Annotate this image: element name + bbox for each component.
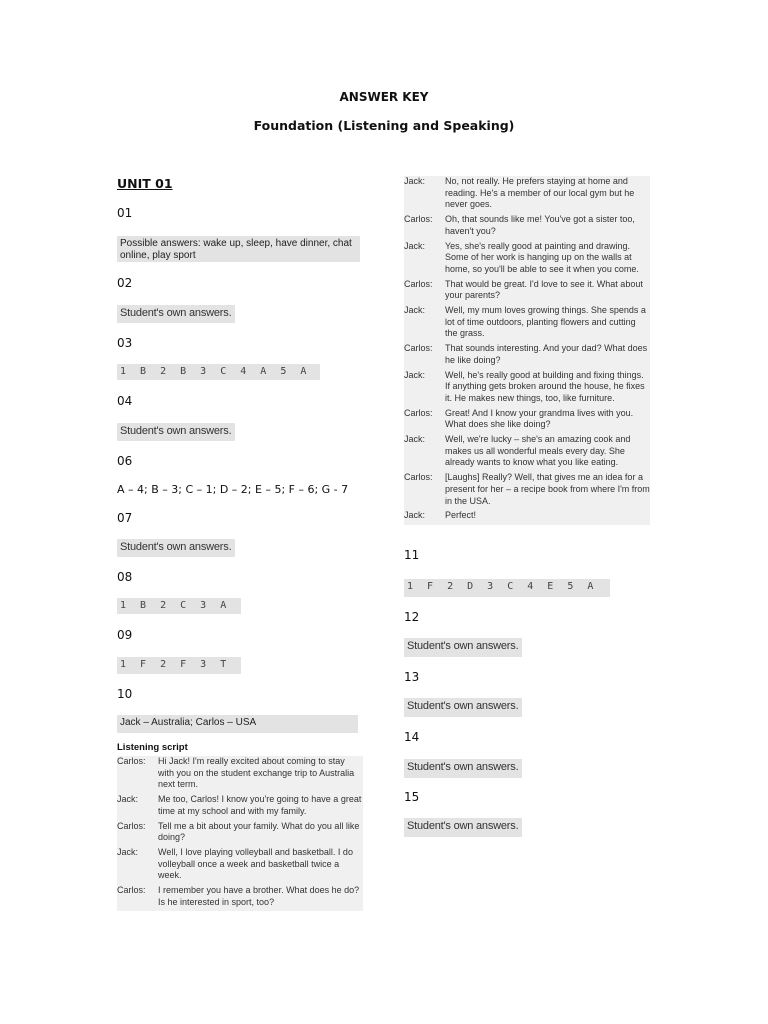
- script-line: [404, 370, 650, 405]
- script-speaker: Jack:: [404, 176, 426, 186]
- exercise-04-number: 04: [117, 394, 133, 408]
- exercise-07-answer: Student's own answers.: [117, 539, 235, 557]
- exercise-11-number: 11: [404, 548, 420, 562]
- exercise-13-answer: Student's own answers.: [404, 698, 522, 717]
- script-line: [404, 214, 650, 237]
- exercise-07-number: 07: [117, 511, 133, 525]
- exercise-01-answer: Possible answers: wake up, sleep, have dinner, chat online, play sport: [117, 236, 360, 262]
- exercise-06-number: 06: [117, 454, 133, 468]
- unit-heading: UNIT 01: [117, 176, 173, 191]
- script-text: Oh, that sounds like me! You've got a sister too, haven't you?: [445, 214, 635, 236]
- script-speaker: Jack:: [404, 510, 426, 521]
- exercise-11-answer: 1 F 2 D 3 C 4 E 5 A: [404, 579, 610, 597]
- exercise-02-answer: Student's own answers.: [117, 305, 235, 323]
- exercise-12-number: 12: [404, 610, 420, 624]
- script-text: Tell me a bit about your family. What do you all like doing?: [158, 820, 360, 843]
- script-line: [117, 756, 363, 791]
- script-text: That would be great. I'd love to see it. What about your parents?: [445, 278, 643, 301]
- script-line: [404, 408, 650, 431]
- script-speaker: Jack:: [117, 846, 139, 857]
- script-text: Well, he's really good at building and fixing things. If anything gets broken around the house, he fixes it. He makes new things, too, like furniture.: [445, 369, 645, 403]
- script-speaker: Carlos:: [404, 343, 433, 354]
- script-text: Well, we're lucky – she's an amazing cook and makes us all wonderful meals every day. She already wants to know what you like eating.: [445, 434, 631, 468]
- script-text: Perfect!: [445, 510, 477, 521]
- exercise-03-number: 03: [117, 336, 133, 350]
- script-speaker: Carlos:: [404, 214, 433, 225]
- page-title: ANSWER KEY: [339, 90, 429, 104]
- script-text: Yes, she's really good at painting and drawing. Some of her work is hanging up on the walls at home, so you'll be able to see it when you come.: [445, 240, 639, 274]
- script-line: [404, 241, 650, 276]
- script-speaker: Carlos:: [404, 278, 433, 289]
- exercise-14-answer: Student's own answers.: [404, 759, 522, 778]
- script-text: No, not really. He prefers staying at home and reading. He's a member of our local gym but he never goes.: [445, 176, 635, 210]
- script-speaker: Jack:: [117, 794, 139, 805]
- script-text: I remember you have a brother. What does he do? Is he interested in sport, too?: [158, 885, 360, 907]
- script-text: [Laughs] Really? Well, that gives me an idea for a present for her – a recipe book from where I'm from in the USA.: [445, 472, 650, 506]
- exercise-08-number: 08: [117, 570, 133, 584]
- script-line: [117, 794, 363, 817]
- exercise-06-answer: A – 4; B – 3; C – 1; D – 2; E – 5; F – 6; G - 7: [117, 483, 349, 496]
- script-line: [117, 821, 363, 844]
- exercise-03-answer: 1 B 2 B 3 C 4 A 5 A: [117, 364, 320, 380]
- exercise-01-number: 01: [117, 206, 133, 220]
- exercise-14-number: 14: [404, 730, 420, 744]
- script-text: Well, I love playing volleyball and basketball. I do volleyball once a week and basketball twice a week.: [158, 846, 353, 881]
- exercise-13-number: 13: [404, 670, 420, 684]
- script-line: [404, 343, 650, 366]
- script-line: [404, 305, 650, 340]
- script-text: That sounds interesting. And your dad? What does he like doing?: [445, 343, 648, 365]
- script-line: [404, 279, 650, 302]
- script-text: Me too, Carlos! I know you're going to have a great time at my school and with my family.: [158, 794, 362, 816]
- script-line: [117, 885, 363, 908]
- exercise-12-answer: Student's own answers.: [404, 638, 522, 657]
- script-text: Well, my mum loves growing things. She spends a lot of time outdoors, planting flowers and cutting the grass.: [445, 305, 646, 339]
- exercise-10-answer: Jack – Australia; Carlos – USA: [117, 715, 358, 733]
- script-speaker: Jack:: [404, 434, 426, 445]
- script-speaker: Jack:: [404, 240, 426, 251]
- script-line: [404, 510, 650, 522]
- script-text: Hi Jack! I'm really excited about coming to stay with you on the student exchange trip to Australia next term.: [158, 756, 355, 790]
- script-text: Great! And I know your grandma lives with you. What does she like doing?: [445, 407, 634, 430]
- page-subtitle: Foundation (Listening and Speaking): [253, 118, 515, 133]
- exercise-08-answer: 1 B 2 C 3 A: [117, 598, 241, 614]
- exercise-09-answer: 1 F 2 F 3 T: [117, 657, 241, 674]
- script-line: [404, 434, 650, 469]
- listening-script-part-2: [404, 176, 650, 525]
- exercise-04-answer: Student's own answers.: [117, 423, 235, 441]
- script-line: [404, 472, 650, 507]
- script-speaker: Carlos:: [117, 885, 146, 896]
- script-speaker: Carlos:: [117, 820, 146, 831]
- listening-script-part-1: [117, 756, 363, 911]
- exercise-09-number: 09: [117, 628, 133, 642]
- script-speaker: Jack:: [404, 305, 426, 316]
- script-speaker: Carlos:: [404, 472, 433, 483]
- script-line: [117, 847, 363, 882]
- script-speaker: Carlos:: [404, 407, 433, 418]
- listening-script-title: Listening script: [117, 742, 188, 753]
- exercise-15-number: 15: [404, 790, 420, 804]
- script-speaker: Jack:: [404, 369, 426, 380]
- exercise-15-answer: Student's own answers.: [404, 818, 522, 837]
- script-speaker: Carlos:: [117, 756, 146, 766]
- exercise-10-number: 10: [117, 687, 133, 701]
- script-line: [404, 176, 650, 211]
- exercise-02-number: 02: [117, 276, 133, 290]
